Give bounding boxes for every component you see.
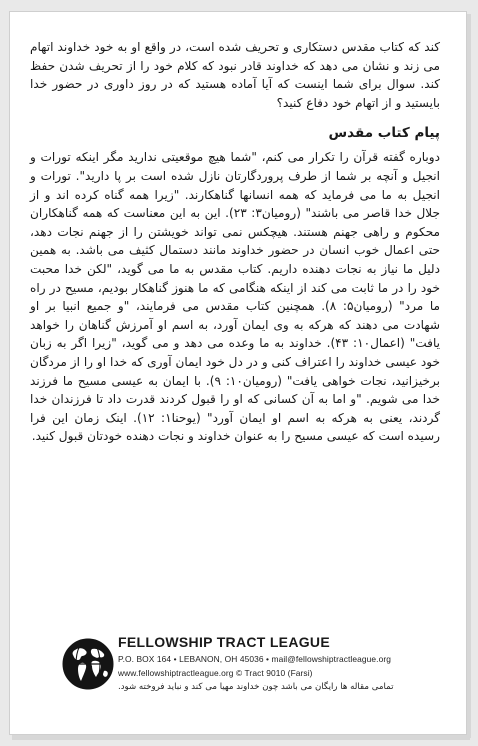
paragraph-message: دوباره گفته قرآن را تکرار می کنم، "شما هیچ موقعیتی ندارید مگر اینکه تورات و انجیل و آنچه بر شما از طرف پروردگارتان نازل شده است بر پا دارید". تورات و انجیل به ما می فرماید که همه انسانها گناهکارند. "زیرا همه گناه کرده اند و از جلال خدا قاصر می باشند" (رومیان۳: ۲۳). این به این معناست که همه گناهکاران محکوم و راهی جهنم هستند. هیچکس نمی تواند خویشتن را از جهنم نجات دهد، حتی اعمال خوب انسان در حضور خداوند مانند دستمال کثیف می باشد. به همین دلیل ما نیاز به نجات دهنده داریم. کتاب مقدس به ما می گوید، "لکن خدا محبت خود را در ما ثابت می کند از اینکه هنگامی که ما هنوز گناهکار بودیم، مسیح در راه ما مرد" (رومیان۵: ۸). همچنین کتاب مقدس می فرمایند، "و جمیع انبیا بر او شهادت می دهند که هرکه به وی ایمان آورد، به اسم او آمرزش گناهان را خواهد یافت" (اعمال۱۰: ۴۳). خداوند به ما وعده می دهد و می گوید، "زیرا اگر به زبان خود عیسی خداوند را اعتراف کنی و در دل خود ایمان آوری که خدا او را از مردگان برخیزانید، نجات خواهی یافت" (رومیان۱۰: ۹). با ایمان به عیسی مسیح ما فرزند خدا می شویم. "و اما به آن کسانی که او را قبول کردند قدرت داد تا فرزندان خدا گردند، یعنی به هرکه به اسم او ایمان آورد" (یوحنا۱: ۱۲). اینک زمان این فرا رسیده است که عیسی مسیح را به عنوان خداوند و نجات دهنده خودتان قبول کنید. [30, 150, 441, 444]
free-distribution-notice: تمامی مقاله ها رایگان می باشد چون خداوند مهیا می کند و نباید فروخته شود. [118, 682, 394, 692]
org-website: www.fellowshiptractleague.org © Tract 9010 (Farsi) [118, 668, 313, 678]
org-name: FELLOWSHIP TRACT LEAGUE [118, 634, 330, 650]
page-shadow-right [467, 14, 471, 738]
paragraph-intro: کند که کتاب مقدس دستکاری و تحریف شده است، در واقع او به خود خداوند اتهام می زند و نشان می دهد که خداوند قادر نبود که کلام خود را از تحریف شدن حفظ کند. سوال برای شما اینست که آیا آماده هستید که در روز داوری در حضور خدا بایستید و از اتهام خود دفاع کنید؟ [30, 40, 440, 110]
tract-body [30, 38, 440, 446]
section-heading: پیام کتاب مقدس [328, 125, 440, 142]
publisher-footer [62, 634, 462, 704]
org-address: P.O. BOX 164 • LEBANON, OH 45036 • mail@fellowshiptractleague.org [118, 654, 392, 664]
globe-icon [62, 638, 114, 690]
page-shadow-bottom [12, 735, 470, 740]
